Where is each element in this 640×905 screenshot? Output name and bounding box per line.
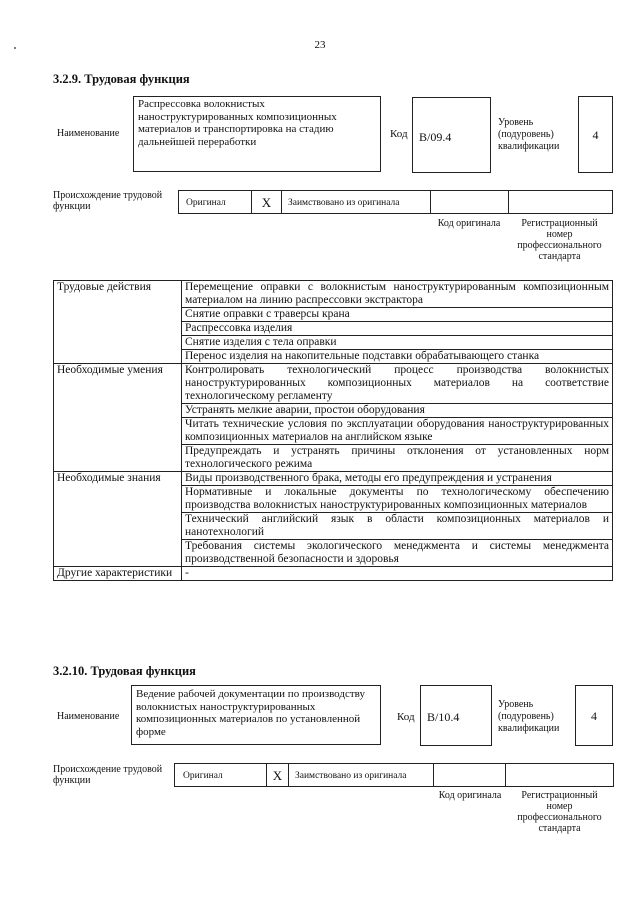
level-label: Уровень (подуровень) квалификации [498,117,560,152]
section-title-3-2-9: 3.2.9. Трудовая функция [53,72,190,86]
borrowed-cell: Заимствовано из оригинала [281,190,430,214]
code-original-caption: Код оригинала [438,790,502,801]
other-value: - [182,567,613,581]
skill: Устранять мелкие аварии, простои оборудования [182,404,613,418]
knowledge-label: Необходимые знания [54,472,182,567]
labor-action: Перемещение оправки с волокнистым наноструктурированным композиционным материалом на линию распрессовки экстрактора [182,281,613,308]
labor-actions-label: Трудовые действия [54,281,182,364]
code-box: B/09.4 [412,97,491,173]
level-box: 4 [575,685,613,746]
level-label: Уровень (подуровень) квалификации [498,699,560,734]
code-box: B/10.4 [420,685,492,746]
name-label: Наименование [57,711,120,722]
code-label: Код [397,711,415,723]
labor-action: Снятие оправки с траверсы крана [182,308,613,322]
page-number: 23 [314,39,326,51]
original-cell: Оригинал [178,190,251,214]
origin-label: Происхождение трудовой функции [53,764,163,786]
origin-row-1 [178,190,613,214]
table-row [54,364,613,404]
skills-label: Необходимые умения [54,364,182,472]
labor-action: Снятие изделия с тела оправки [182,336,613,350]
original-mark: X [251,190,281,214]
skill: Читать технические условия по эксплуатации оборудования наноструктурированных композиционных материалов на английском языке [182,418,613,445]
table-row [54,472,613,486]
other-label: Другие характеристики [54,567,182,581]
code-original-cell [433,763,505,787]
function-name-box: Распрессовка волокнистых наноструктурированных композиционных материалов и транспортировка на стадию дальнейшей переработки [133,96,381,172]
section-title-3-2-10: 3.2.10. Трудовая функция [53,664,196,678]
labor-action: Распрессовка изделия [182,322,613,336]
knowledge-item: Нормативные и локальные документы по технологическому обеспечению производства волокнистых наноструктурированных композиционных материалов [182,486,613,513]
function-name-box: Ведение рабочей документации по производству волокнистых наноструктурированных композиционных материалов по установленной форме [131,685,381,745]
borrowed-cell: Заимствовано из оригинала [288,763,433,787]
origin-row-2 [174,763,614,787]
labor-action: Перенос изделия на накопительные подставки обрабатывающего станка [182,350,613,364]
name-label: Наименование [57,128,120,139]
knowledge-item: Требования системы экологического менеджмента и системы менеджмента производственной безопасности и здоровья [182,540,613,567]
level-box: 4 [578,96,613,173]
original-cell: Оригинал [174,763,266,787]
reg-number-caption: Регистрационный номер профессионального стандарта [517,218,602,262]
origin-label: Происхождение трудовой функции [53,190,163,212]
reg-number-cell [505,763,614,787]
function-table [53,280,613,581]
knowledge-item: Технический английский язык в области композиционных материалов и нанотехнологий [182,513,613,540]
reg-number-caption: Регистрационный номер профессионального стандарта [517,790,602,834]
original-mark: X [266,763,288,787]
skill: Предупреждать и устранять причины отклонения от установленных норм технологического режима [182,445,613,472]
knowledge-item: Виды производственного брака, методы его предупреждения и устранения [182,472,613,486]
reg-number-cell [508,190,613,214]
table-row [54,567,613,581]
table-row [54,281,613,308]
code-original-cell [430,190,508,214]
code-original-caption: Код оригинала [437,218,501,229]
skill: Контролировать технологический процесс производства волокнистых наноструктурированных композиционных материалов на соответствие технологическому регламенту [182,364,613,404]
code-label: Код [390,128,408,140]
